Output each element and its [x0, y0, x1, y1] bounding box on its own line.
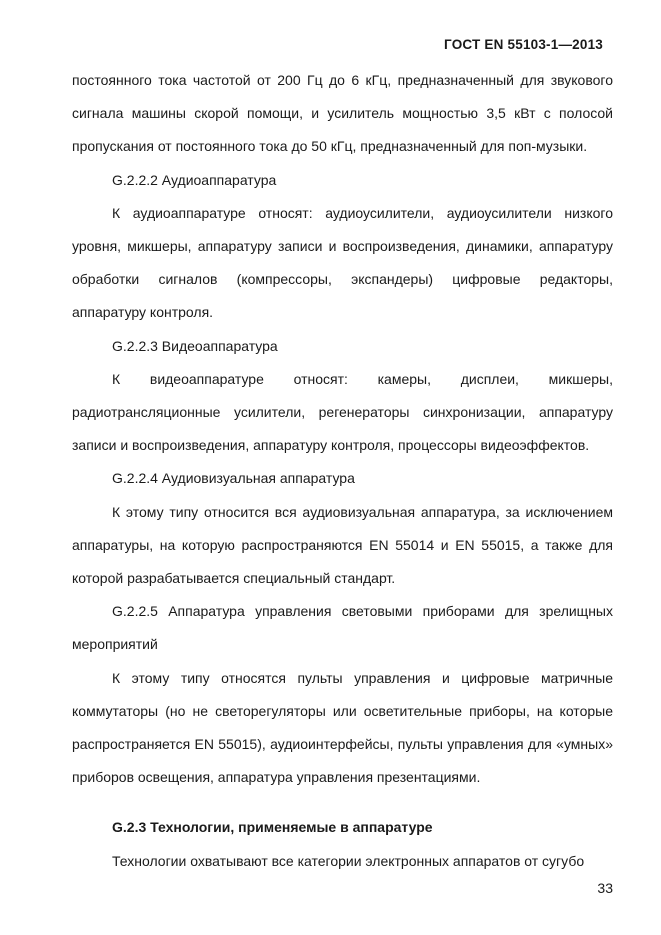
section-heading-technologies: G.2.3 Технологии, применяемые в аппаратуре: [112, 819, 433, 836]
page-number: 33: [597, 880, 613, 896]
paragraph-audio: К аудиоаппаратуре относят: аудиоусилители, аудиоусилители низкого уровня, микшеры, аппаратуру записи и воспроизведения, динамики, аппаратуру обработки сигналов (компрессоры, экспандеры) цифровые редакторы, аппаратуру контроля.: [72, 204, 613, 321]
paragraph-video: К видеоаппаратуре относят: камеры, дисплеи, микшеры, радиотрансляционные усилители, регенераторы синхронизации, аппаратуру записи и воспроизведения, аппаратуру контроля, процессоры видеоэффектов.: [72, 370, 613, 454]
body-text: [72, 64, 613, 878]
subsection-heading-video: G.2.2.3 Видеоаппаратура: [112, 337, 278, 354]
standard-code: ГОСТ EN 55103-1—2013: [444, 37, 603, 52]
paragraph-audiovisual: К этому типу относится вся аудиовизуальная аппаратура, за исключением аппаратуры, на которую распространяются EN 55014 и EN 55015, а также для которой разрабатывается специальный стандарт.: [72, 503, 613, 587]
subsection-heading-audio: G.2.2.2 Аудиоаппаратура: [112, 171, 277, 188]
paragraph-continuation: постоянного тока частотой от 200 Гц до 6 кГц, предназначенный для звукового сигнала машины скорой помощи, и усилитель мощностью 3,5 кВт с полосой пропускания от постоянного тока до 50 кГц, предназначенный для поп-музыки.: [72, 72, 613, 155]
paragraph-lighting: К этому типу относятся пульты управления и цифровые матричные коммутаторы (но не светорегуляторы или осветительные приборы, на которые распространяется EN 55015), аудиоинтерфейсы, пульты управления для «умных» приборов освещения, аппаратура управления презентациями.: [72, 669, 613, 786]
subsection-heading-lighting: G.2.2.5 Аппаратура управления световыми приборами для зрелищных мероприятий: [72, 603, 613, 653]
paragraph-technologies: Технологии охватывают все категории электронных аппаратов от сугубо: [112, 852, 585, 869]
subsection-heading-audiovisual: G.2.2.4 Аудиовизуальная аппаратура: [112, 470, 355, 487]
